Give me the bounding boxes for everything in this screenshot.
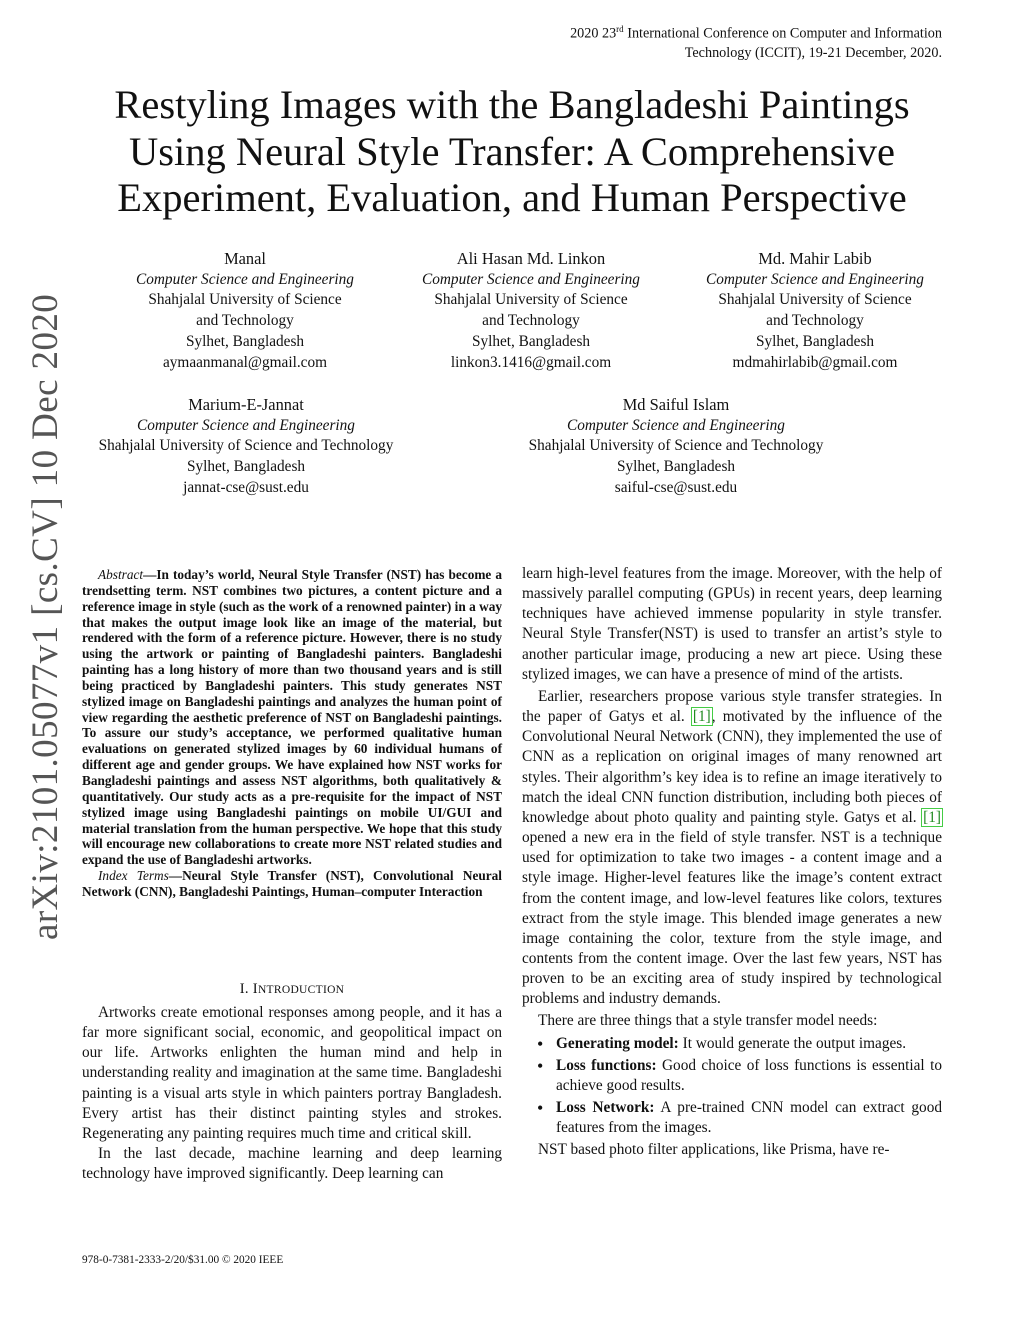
author-dept: Computer Science and Engineering xyxy=(136,270,354,288)
author-dept: Computer Science and Engineering xyxy=(706,270,924,288)
author-affiliation: Shahjalal University of Science xyxy=(718,291,912,309)
author-name: Marium-E-Jannat xyxy=(188,395,304,414)
author-block-1 xyxy=(95,249,395,373)
author-email[interactable]: aymaanmanal@gmail.com xyxy=(162,353,328,371)
body-paragraph: Earlier, researchers propose various style transfer strategies. In the paper of Gatys et al. [1], motivated by the influence of the Convolutional Neural Network (CNN), they implemented the use of CNN as a replication on original images of many renowned art styles. Their algorithm’s key idea is to refine an image iteratively to match the ideal CNN function distribution, including both pieces of knowledge about photo quality and painting style. Gatys et al. [1] opened a new era in the field of style transfer. NST is a technique used for optimization to take two images - a content image and a style image. Higher-level features like the image’s content extract from the content image, and low-level features like colors, textures extract from the style image. This blended image generates a new image containing the color, texture from the style image, and contents from the content image. Over the last few years, NST has proven to be an exciting area of study inspired by technological problems and industry demands. xyxy=(522,687,943,1008)
author-name: Md Saiful Islam xyxy=(622,395,730,414)
author-affiliation: and Technology xyxy=(196,312,294,330)
citation-link[interactable]: [1] xyxy=(692,708,711,726)
author-dept: Computer Science and Engineering xyxy=(137,416,355,434)
author-email[interactable]: mdmahirlabib@gmail.com xyxy=(732,353,898,371)
conference-line-1: 2020 23rd International Conference on Computer and Information xyxy=(570,24,942,42)
author-location: Sylhet, Bangladesh xyxy=(185,332,305,350)
author-email[interactable]: saiful-cse@sust.edu xyxy=(614,478,738,496)
index-terms: Index Terms—Neural Style Transfer (NST), Convolutional Neural Network (CNN), Bangladeshi Paintings, Human–computer Interaction xyxy=(82,868,502,899)
author-name: Manal xyxy=(224,249,266,268)
list-item: • Generating model: It would generate the output images. xyxy=(556,1034,942,1054)
arxiv-stamp[interactable]: arXiv:2101.05077v1 [cs.CV] 10 Dec 2020 xyxy=(25,293,66,940)
body-paragraph: Artworks create emotional responses among people, and it has a far more significant social, economic, and geopolitical impact on our life. Artworks enlighten the human mind and help in understanding reality and imagination at the same time. Bangladeshi painting is a visual arts style in which painters portray Bangladesh. Every artist has their distinct painting styles and strokes. Regenerating any painting requires much time and critical skill. xyxy=(82,1004,502,1142)
abstract-paragraph: Abstract—In today’s world, Neural Style Transfer (NST) has become a trendsetting term. NST combines two pictures, a content picture and a reference image in style (such as the work of a renowned painter) in a way that makes the output image look like an image of the material, but rendered with the form of a reference picture. However, there is no study using the artwork or painting of Bangladeshi painters. Bangladeshi painting has a long history of more than two thousand years and is still being practiced by Bangladeshi painters. This study generates NST stylized image on Bangladeshi paintings and analyzes the human point of view regarding the aesthetic preference of NST on Bangladeshi paintings. To assure our study’s acceptance, we performed qualitative human evaluations on generated stylized images by 60 individual humans of different age and gender groups. We have explained how NST works for Bangladeshi paintings and assess NST algorithms, both qualitatively & quantitatively. Our study acts as a pre-requisite for the impact of NST stylized image using Bangladeshi paintings on mobile UI/GUI and material translation from the human perspective. We hope that this study will encourage new collaborations to create more NST related studies and expand the use of Bangladeshi artworks. xyxy=(82,567,502,868)
body-paragraph: There are three things that a style transfer model needs: xyxy=(538,1012,878,1030)
author-location: Sylhet, Bangladesh xyxy=(186,458,306,476)
citation-link[interactable]: [1] xyxy=(923,808,941,826)
author-email[interactable]: linkon3.1416@gmail.com xyxy=(450,353,612,371)
body-paragraph: NST based photo filter applications, like Prisma, have re- xyxy=(538,1141,890,1159)
copyright-footer: 978-0-7381-2333-2/20/$31.00 © 2020 IEEE xyxy=(82,1254,284,1266)
introduction-right-column xyxy=(522,564,942,1161)
body-paragraph: learn high-level features from the image. Moreover, with the help of massively parallel computing (GPUs) in recent years, deep learning techniques have achieved immense popularity in style transfer. Neural Style Transfer(NST) is used to transfer an artist’s style to another particular image, producing a new art piece. Using these stylized images, we can have a presence of mind of the artists. xyxy=(522,565,942,683)
author-dept: Computer Science and Engineering xyxy=(422,270,640,288)
abstract xyxy=(82,567,502,900)
author-block-3 xyxy=(665,249,965,373)
author-block-4 xyxy=(66,395,426,499)
author-affiliation: and Technology xyxy=(482,312,580,330)
section-heading-introduction: I. INTRODUCTION xyxy=(239,981,345,997)
author-location: Sylhet, Bangladesh xyxy=(755,332,875,350)
author-block-5 xyxy=(496,395,856,499)
body-paragraph: In the last decade, machine learning and deep learning technology have improved significantly. Deep learning can xyxy=(82,1145,502,1183)
author-location: Sylhet, Bangladesh xyxy=(471,332,591,350)
author-name: Ali Hasan Md. Linkon xyxy=(456,249,606,268)
author-email[interactable]: jannat-cse@sust.edu xyxy=(183,478,309,496)
requirements-list xyxy=(522,1034,942,1139)
conference-line-2: Technology (ICCIT), 19-21 December, 2020. xyxy=(684,44,942,61)
list-item: • Loss Network: A pre-trained CNN model can extract good features from the images. xyxy=(556,1098,942,1138)
author-affiliation: Shahjalal University of Science and Technology xyxy=(528,437,824,455)
conference-header xyxy=(482,20,942,63)
author-dept: Computer Science and Engineering xyxy=(567,416,785,434)
author-affiliation: Shahjalal University of Science xyxy=(148,291,342,309)
author-block-2 xyxy=(381,249,681,373)
list-item: • Loss functions: Good choice of loss functions is essential to achieve good results. xyxy=(556,1056,942,1096)
author-affiliation: Shahjalal University of Science and Technology xyxy=(98,437,394,455)
author-location: Sylhet, Bangladesh xyxy=(616,458,736,476)
paper-title: Restyling Images with the Bangladeshi Paintings Using Neural Style Transfer: A Comprehensive Experiment, Evaluation, and Human Perspective xyxy=(114,82,910,220)
author-affiliation: and Technology xyxy=(766,312,864,330)
author-name: Md. Mahir Labib xyxy=(758,249,872,268)
author-affiliation: Shahjalal University of Science xyxy=(434,291,628,309)
introduction-left-column xyxy=(82,1003,502,1184)
